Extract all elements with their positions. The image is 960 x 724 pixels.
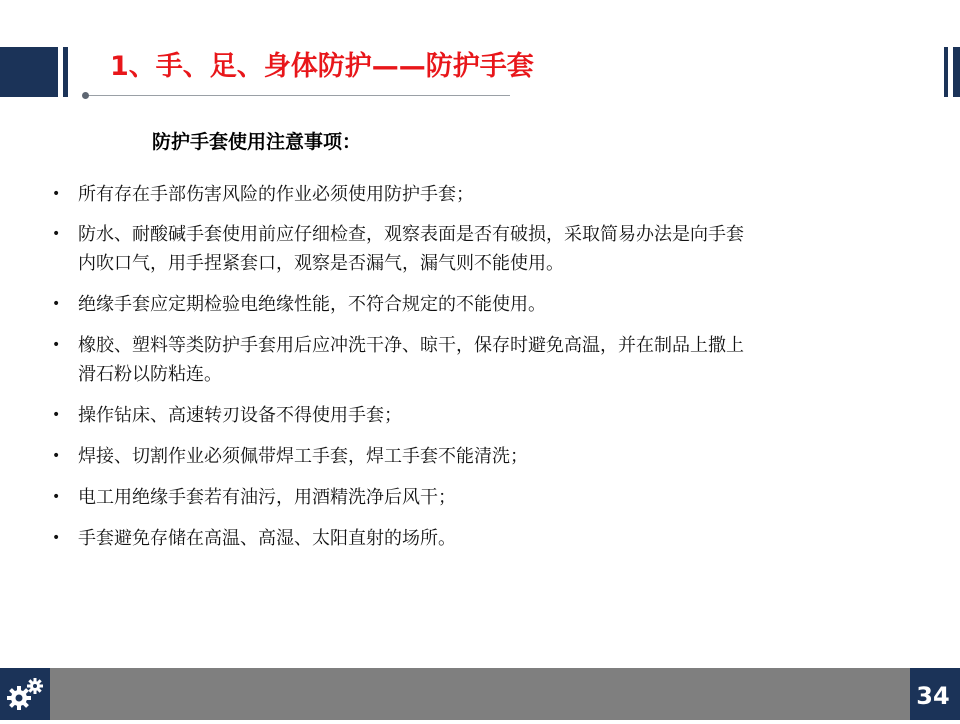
page-number-box — [910, 668, 960, 720]
bullet-icon: • — [52, 337, 61, 353]
list-item — [50, 180, 880, 209]
list-item-text: 焊接、切割作业必须佩带焊工手套，焊工手套不能清洗； — [78, 446, 528, 467]
list-item-text: 所有存在手部伤害风险的作业必须使用防护手套； — [78, 184, 474, 205]
bullet-icon: • — [52, 448, 61, 464]
title-underline — [86, 95, 510, 96]
section-subheading: 防护手套使用注意事项： — [152, 131, 362, 153]
title-underline-dot — [82, 92, 89, 99]
list-item — [50, 442, 880, 471]
precautions-list — [50, 180, 880, 553]
list-item — [50, 220, 880, 278]
bullet-icon: • — [52, 186, 61, 202]
list-item — [50, 524, 880, 553]
bullet-icon: • — [52, 530, 61, 546]
header-left-accent-stripe — [63, 47, 68, 97]
bullet-icon: • — [52, 296, 61, 312]
page-number: 34 — [916, 682, 950, 710]
list-item-text: 操作钻床、高速转刃设备不得使用手套； — [78, 405, 402, 426]
slide-title: 1、手、足、身体防护——防护手套 — [110, 51, 534, 82]
header-right-accent-bar — [953, 47, 960, 97]
bullet-icon: • — [52, 226, 61, 242]
gears-icon — [6, 676, 46, 712]
list-item-text: 手套避免存储在高温、高湿、太阳直射的场所。 — [78, 528, 456, 549]
bullet-icon: • — [52, 407, 61, 423]
list-item — [50, 483, 880, 512]
list-item — [50, 290, 880, 319]
list-item-text: 防水、耐酸碱手套使用前应仔细检查，观察表面是否有破损，采取简易办法是向手套 — [78, 224, 744, 245]
footer-gear-box — [0, 668, 50, 720]
bullet-icon: • — [52, 489, 61, 505]
list-item-text: 橡胶、塑料等类防护手套用后应冲洗干净、晾干，保存时避免高温，并在制品上撒上 — [78, 335, 744, 356]
list-item-text: 电工用绝缘手套若有油污，用酒精洗净后风干； — [78, 487, 456, 508]
footer-bar — [0, 668, 960, 720]
list-item-text-continued: 内吹口气，用手捏紧套口，观察是否漏气，漏气则不能使用。 — [78, 253, 564, 274]
header-right-accent-stripe — [944, 47, 948, 97]
header-left-accent-bar — [0, 47, 58, 97]
list-item — [50, 331, 880, 389]
list-item — [50, 401, 880, 430]
list-item-text-continued: 滑石粉以防粘连。 — [78, 364, 222, 385]
list-item-text: 绝缘手套应定期检验电绝缘性能，不符合规定的不能使用。 — [78, 294, 546, 315]
